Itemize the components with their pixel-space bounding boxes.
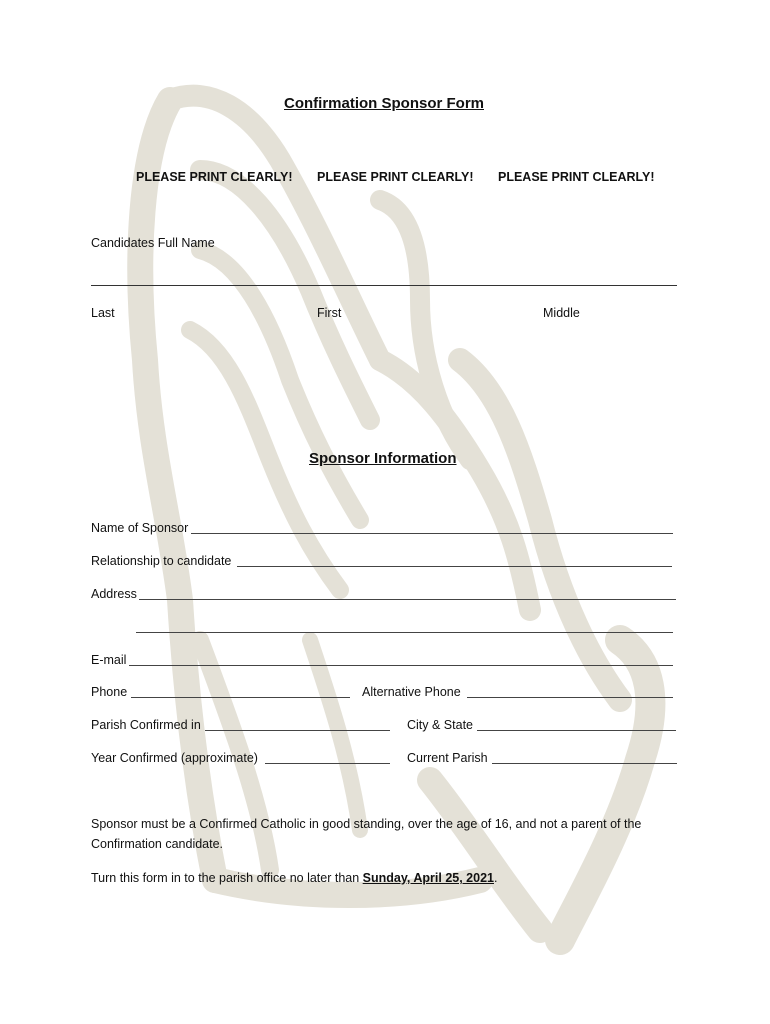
relationship-field[interactable] <box>237 566 672 567</box>
email-label: E-mail <box>91 653 127 667</box>
current-parish-field[interactable] <box>492 763 677 764</box>
phone-label: Phone <box>91 685 128 699</box>
city-state-field[interactable] <box>477 730 676 731</box>
print-notice-1: PLEASE PRINT CLEARLY! <box>136 170 293 184</box>
page-title: Confirmation Sponsor Form <box>284 95 484 112</box>
candidate-last-label: Last <box>91 306 115 320</box>
candidate-name-label: Candidates Full Name <box>91 236 215 250</box>
print-notice-2: PLEASE PRINT CLEARLY! <box>317 170 474 184</box>
address-label: Address <box>91 587 137 601</box>
deadline-prefix: Turn this form in to the parish office no later than <box>91 871 363 885</box>
alt-phone-field[interactable] <box>467 697 673 698</box>
deadline-date: Sunday, April 25, 2021 <box>362 871 494 885</box>
deadline-note <box>91 870 497 886</box>
address-field-line1[interactable] <box>139 599 676 600</box>
sponsor-section-heading: Sponsor Information <box>309 450 457 467</box>
year-confirmed-label: Year Confirmed (approximate) <box>91 751 258 765</box>
current-parish-label: Current Parish <box>407 751 488 765</box>
print-notice-3: PLEASE PRINT CLEARLY! <box>498 170 655 184</box>
sponsor-name-field[interactable] <box>191 533 673 534</box>
deadline-suffix: . <box>493 871 498 885</box>
sponsor-name-label: Name of Sponsor <box>91 521 189 535</box>
candidate-name-line[interactable] <box>91 285 677 286</box>
candidate-middle-label: Middle <box>543 306 580 320</box>
requirement-note-line2: Confirmation candidate. <box>91 837 224 851</box>
phone-field[interactable] <box>131 697 350 698</box>
city-state-label: City & State <box>407 718 473 732</box>
email-field[interactable] <box>129 665 673 666</box>
alt-phone-label: Alternative Phone <box>362 685 461 699</box>
year-confirmed-field[interactable] <box>265 763 390 764</box>
requirement-note-line1: Sponsor must be a Confirmed Catholic in good standing, over the age of 16, and not a parent of the <box>91 817 642 831</box>
relationship-label: Relationship to candidate <box>91 554 232 568</box>
parish-confirmed-field[interactable] <box>205 730 390 731</box>
parish-confirmed-label: Parish Confirmed in <box>91 718 201 732</box>
address-field-line2[interactable] <box>136 632 673 633</box>
candidate-first-label: First <box>317 306 342 320</box>
